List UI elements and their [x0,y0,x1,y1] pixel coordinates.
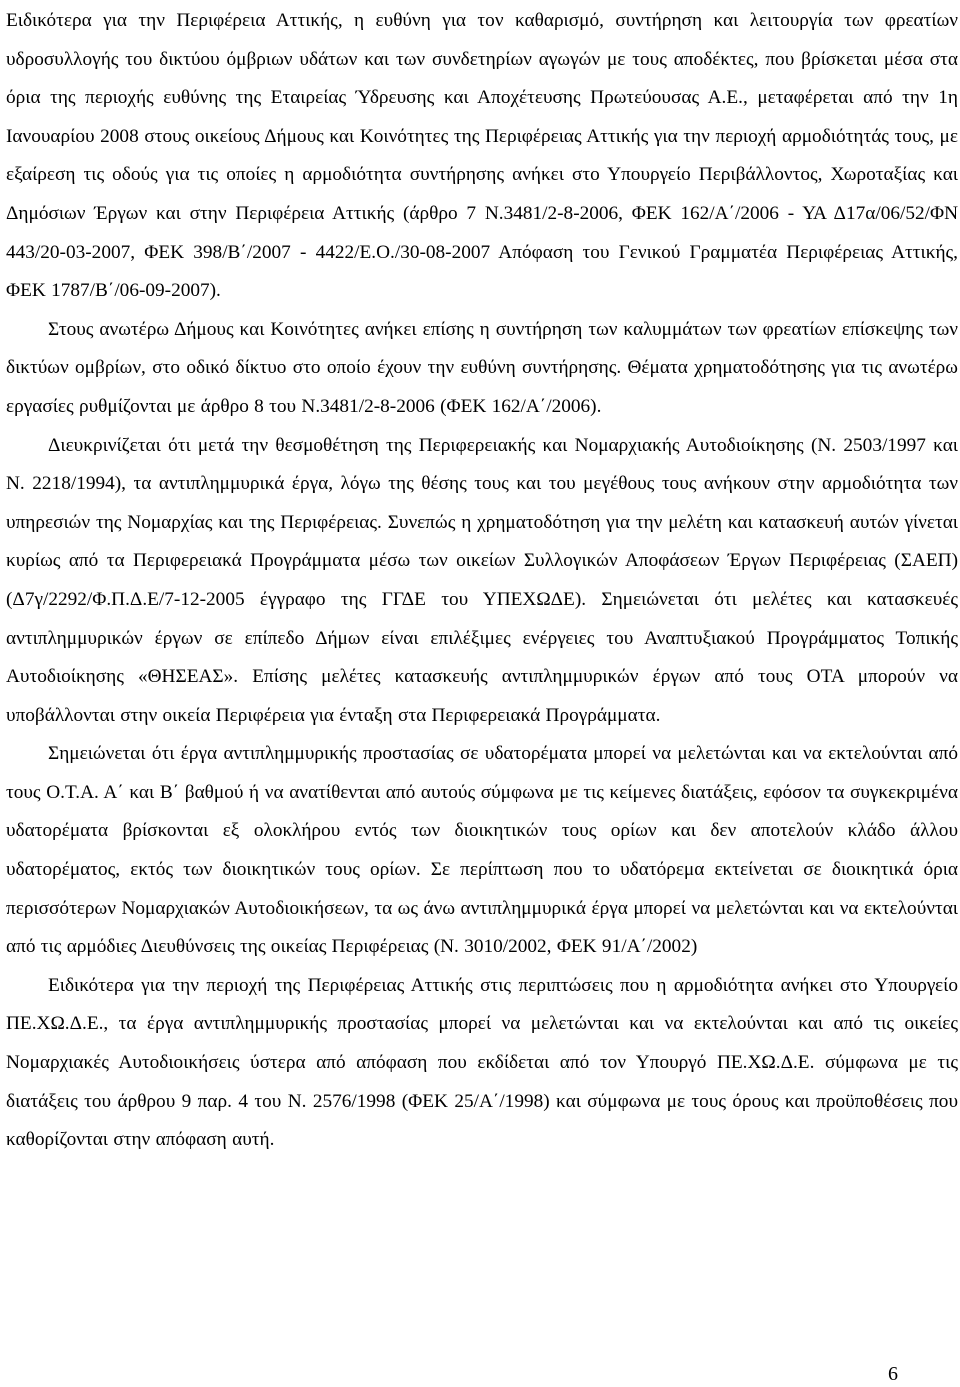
paragraph-regional-authority: Διευκρινίζεται ότι μετά την θεσμοθέτηση της Περιφερειακής και Νομαρχιακής Αυτοδιοίκησης (Ν. 2503/1997 και Ν. 2218/1994), τα αντιπλημμυρικά έργα, λόγω της θέσης τους και του μεγέθους τους ανήκουν στην αρμοδιότητα των υπηρεσιών της Νομαρχίας και της Περιφέρειας. Συνεπώς η χρηματοδότηση για την μελέτη και κατασκευή αυτών γίνεται κυρίως από τα Περιφερειακά Προγράμματα μέσω των οικείων Συλλογικών Αποφάσεων Έργων Περιφέρειας (ΣΑΕΠ) (Δ7γ/2292/Φ.Π.Δ.Ε/7-12-2005 έγγραφο της ΓΓΔΕ του ΥΠΕΧΩΔΕ). Σημειώνεται ότι μελέτες και κατασκευές αντιπλημμυρικών έργων σε επίπεδο Δήμων είναι επιλέξιμες ενέργειες του Αναπτυξιακού Προγράμματος Τοπικής Αυτοδιοίκησης «ΘΗΣΕΑΣ». Επίσης μελέτες κατασκευής αντιπλημμυρικών έργων από τους ΟΤΑ μπορούν να υποβάλλονται στην οικεία Περιφέρεια για ένταξη στα Περιφερειακά Προγράμματα. [6,434,958,726]
paragraph-ota-flood-works: Σημειώνεται ότι έργα αντιπλημμυρικής προστασίας σε υδατορέματα μπορεί να μελετώνται και να εκτελούνται από τους Ο.Τ.Α. Α΄ και Β΄ βαθμού ή να ανατίθενται από αυτούς σύμφωνα με τις κείμενες διατάξεις, εφόσον τα συγκεκριμένα υδατορέματα βρίσκονται εξ ολοκλήρου εντός των διοικητικών τους ορίων και δεν αποτελούν κλάδο άλλου υδατορέματος, εκτός των διοικητικών τους ορίων. Σε περίπτωση που το υδατόρεμα εκτείνεται σε διοικητικά όρια περισσότερων Νομαρχιακών Αυτοδιοικήσεων, τα ως άνω αντιπλημμυρικά έργα μπορεί να μελετώνται και να εκτελούνται από τις αρμόδιες Διευθύνσεις της οικείας Περιφέρειας (Ν. 3010/2002, ΦΕΚ 91/Α΄/2002) [6,743,958,958]
document-body [6,0,958,1160]
page-number: 6 [888,1363,898,1385]
paragraph-attica-responsibility: Ειδικότερα για την Περιφέρεια Αττικής, η ευθύνη για τον καθαρισμό, συντήρηση και λειτουργία των φρεατίων υδροσυλλογής του δικτύου όμβριων υδάτων και των συνδετηρίων αγωγών με τους αποδέκτες, που βρίσκεται μέσα στα όρια της περιοχής ευθύνης της Εταιρείας Ύδρευσης και Αποχέτευσης Πρωτεύουσας Α.Ε., μεταφέρεται από την 1η Ιανουαρίου 2008 στους οικείους Δήμους και Κοινότητες της Περιφέρειας Αττικής για την περιοχή αρμοδιότητάς τους, με εξαίρεση τις οδούς για τις οποίες η αρμοδιότητα συντήρησης ανήκει στο Υπουργείο Περιβάλλοντος, Χωροταξίας και Δημόσιων Έργων και στην Περιφέρεια Αττικής (άρθρο 7 Ν.3481/2-8-2006, ΦΕΚ 162/Α΄/2006 - ΥΑ Δ17α/06/52/ΦΝ 443/20-03-2007, ΦΕΚ 398/Β΄/2007 - 4422/Ε.Ο./30-08-2007 Απόφαση του Γενικού Γραμματέα Περιφέρειας Αττικής, ΦΕΚ 1787/Β΄/06-09-2007). [6,10,958,302]
paragraph-ministry-competence: Ειδικότερα για την περιοχή της Περιφέρειας Αττικής στις περιπτώσεις που η αρμοδιότητα ανήκει στο Υπουργείο ΠΕ.ΧΩ.Δ.Ε., τα έργα αντιπλημμυρικής προστασίας μπορεί να μελετώνται και να εκτελούνται και από τις οικείες Νομαρχιακές Αυτοδιοικήσεις ύστερα από απόφαση που εκδίδεται από τον Υπουργό ΠΕ.ΧΩ.Δ.Ε. σύμφωνα με τις διατάξεις του άρθρου 9 παρ. 4 του Ν. 2576/1998 (ΦΕΚ 25/Α΄/1998) και σύμφωνα με τους όρους και προϋποθέσεις που καθορίζονται στην απόφαση αυτή. [6,974,958,1151]
paragraph-manhole-covers: Στους ανωτέρω Δήμους και Κοινότητες ανήκει επίσης η συντήρηση των καλυμμάτων των φρεατίων επίσκεψης των δικτύων ομβρίων, στο οδικό δίκτυο στο οποίο έχουν την ευθύνη συντήρησης. Θέματα χρηματοδότησης για τις ανωτέρω εργασίες ρυθμίζονται με άρθρο 8 του Ν.3481/2-8-2006 (ΦΕΚ 162/Α΄/2006). [6,318,958,417]
